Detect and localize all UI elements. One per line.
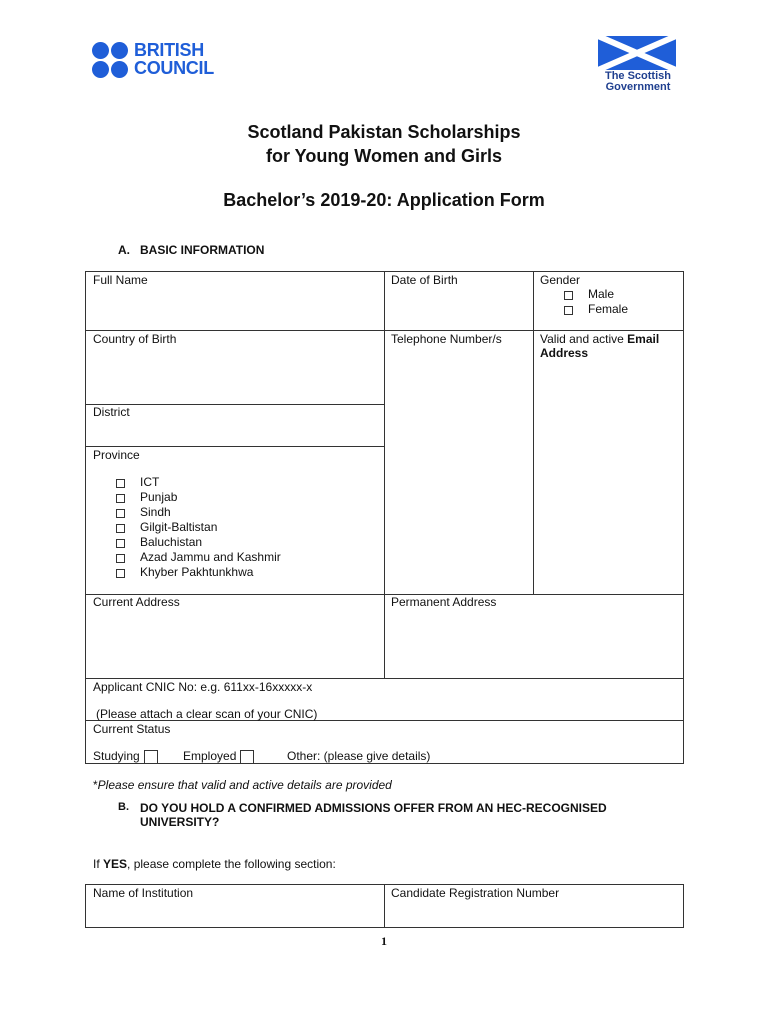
telephone-label: Telephone Number/s bbox=[391, 332, 502, 346]
cnic-label: Applicant CNIC No: e.g. 611xx-16xxxxx-x bbox=[93, 680, 313, 694]
gender-label: Gender bbox=[540, 273, 581, 287]
checkbox-icon[interactable] bbox=[116, 569, 125, 578]
checkbox-icon[interactable] bbox=[116, 509, 125, 518]
status-other: Other: (please give details) bbox=[287, 749, 431, 763]
checkbox-icon[interactable] bbox=[564, 306, 573, 315]
british-council-dots-icon bbox=[92, 42, 130, 80]
scottish-government-wordmark: The Scottish Government bbox=[604, 70, 671, 93]
british-council-logo bbox=[92, 42, 232, 82]
current-status-label: Current Status bbox=[93, 722, 171, 736]
title-line-1: Scotland Pakistan Scholarships bbox=[247, 122, 521, 142]
section-b-heading: DO YOU HOLD A CONFIRMED ADMISSIONS OFFER FROM AN HEC-RECOGNISED UNIVERSITY? bbox=[140, 801, 607, 829]
checkbox-icon[interactable] bbox=[116, 479, 125, 488]
saltire-flag-icon bbox=[598, 36, 676, 70]
checkbox-icon[interactable] bbox=[116, 494, 125, 503]
scottish-government-logo bbox=[596, 36, 680, 92]
form-title: Bachelor’s 2019-20: Application Form bbox=[223, 190, 545, 210]
district-label: District bbox=[93, 405, 130, 419]
if-yes-instruction: If YES, please complete the following section: bbox=[93, 857, 336, 871]
section-a-marker: A. bbox=[118, 243, 130, 257]
british-council-wordmark: BRITISH COUNCIL bbox=[134, 40, 214, 78]
status-employed[interactable]: Employed bbox=[183, 749, 254, 764]
section-a-heading: BASIC INFORMATION bbox=[140, 243, 265, 257]
province-label: Province bbox=[93, 448, 140, 462]
checkbox-icon[interactable] bbox=[240, 750, 254, 764]
cnic-note: (Please attach a clear scan of your CNIC) bbox=[96, 707, 318, 721]
checkbox-icon[interactable] bbox=[116, 554, 125, 563]
checkbox-icon[interactable] bbox=[116, 524, 125, 533]
title-line-2: for Young Women and Girls bbox=[265, 146, 502, 166]
country-of-birth-label: Country of Birth bbox=[93, 332, 177, 346]
full-name-label: Full Name bbox=[93, 273, 148, 287]
institution-name-label: Name of Institution bbox=[93, 886, 194, 900]
page-number: 1 bbox=[381, 934, 387, 948]
checkbox-icon[interactable] bbox=[116, 539, 125, 548]
status-studying[interactable]: Studying bbox=[93, 749, 158, 764]
date-of-birth-label: Date of Birth bbox=[391, 273, 458, 287]
checkbox-icon[interactable] bbox=[564, 291, 573, 300]
candidate-registration-label: Candidate Registration Number bbox=[391, 886, 560, 900]
email-label: Valid and active Email Address bbox=[540, 332, 660, 360]
checkbox-icon[interactable] bbox=[144, 750, 158, 764]
current-address-label: Current Address bbox=[93, 595, 180, 609]
section-b-marker: B. bbox=[118, 801, 129, 813]
valid-details-note: *Please ensure that valid and active details are provided bbox=[93, 778, 392, 792]
permanent-address-label: Permanent Address bbox=[391, 595, 497, 609]
